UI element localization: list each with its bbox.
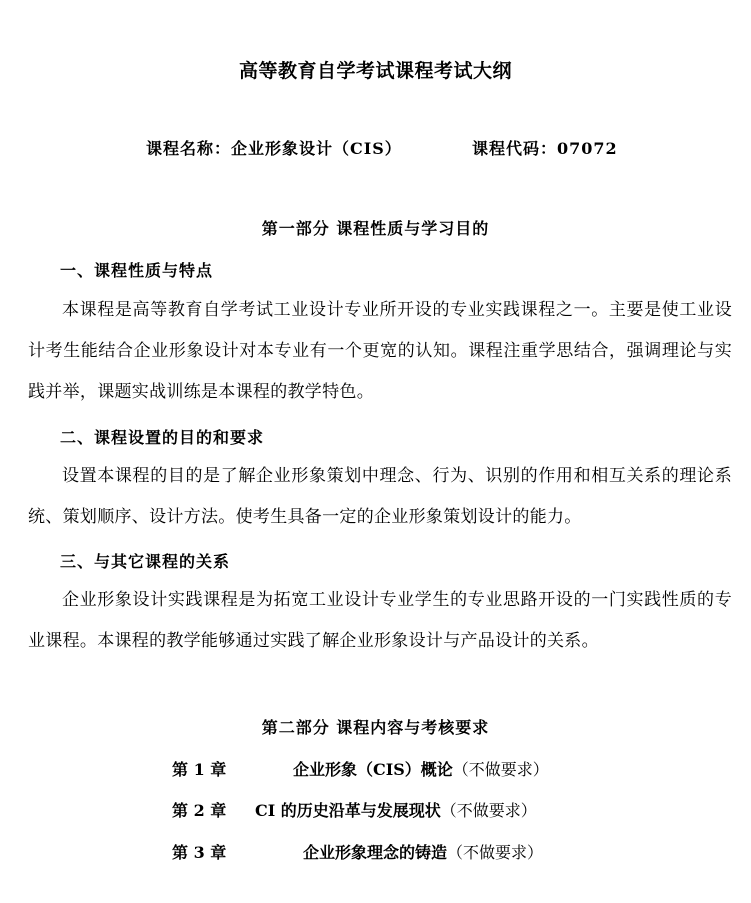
- chapter-1-number: 第 1 章: [172, 760, 227, 779]
- chapter-1-requirement: （不做要求）: [452, 760, 549, 779]
- section-text-purpose: 设置本课程的目的是了解企业形象策划中理念、行为、识别的作用和相互关系的理论系统、策划顺序、设计方法。使考生具备一定的企业形象策划设计的能力。: [28, 466, 732, 527]
- section-text-nature: 本课程是高等教育自学考试工业设计专业所开设的专业实践课程之一。主要是使工业设计考生能结合企业形象设计对本专业有一个更宽的认知。课程注重学思结合，强调理论与实践并举，课题实战训练是本课程的教学特色。: [28, 300, 732, 402]
- chapter-3-title-line: [303, 840, 543, 863]
- course-name: 课程名称：企业形象设计（CIS）: [146, 139, 402, 158]
- chapter-3-title: 企业形象理念的铸造: [303, 843, 448, 862]
- part1-heading: 第一部分 课程性质与学习目的: [261, 219, 490, 238]
- chapter-3-requirement: （不做要求）: [447, 843, 544, 862]
- chapter-1-title: 企业形象（CIS）概论: [293, 760, 453, 779]
- chapter-2-number: 第 2 章: [172, 801, 227, 820]
- section-heading-purpose: 二、课程设置的目的和要求: [60, 428, 265, 447]
- chapter-2-requirement: （不做要求）: [440, 801, 537, 820]
- section-text-relation: 企业形象设计实践课程是为拓宽工业设计专业学生的专业思路开设的一门实践性质的专业课程。本课程的教学能够通过实践了解企业形象设计与产品设计的关系。: [28, 590, 732, 651]
- part2-heading: 第二部分 课程内容与考核要求: [261, 718, 490, 737]
- document-title: 高等教育自学考试课程考试大纲: [238, 60, 512, 82]
- chapter-3-number: 第 3 章: [172, 843, 227, 862]
- course-code: 课程代码：07072: [472, 139, 618, 158]
- chapter-2-title: CI 的历史沿革与发展现状: [255, 801, 441, 820]
- chapter-1-title-line: [293, 757, 549, 780]
- section-heading-nature: 一、课程性质与特点: [60, 261, 214, 280]
- section-heading-relation: 三、与其它课程的关系: [60, 552, 231, 571]
- chapter-2-title-line: [255, 798, 537, 821]
